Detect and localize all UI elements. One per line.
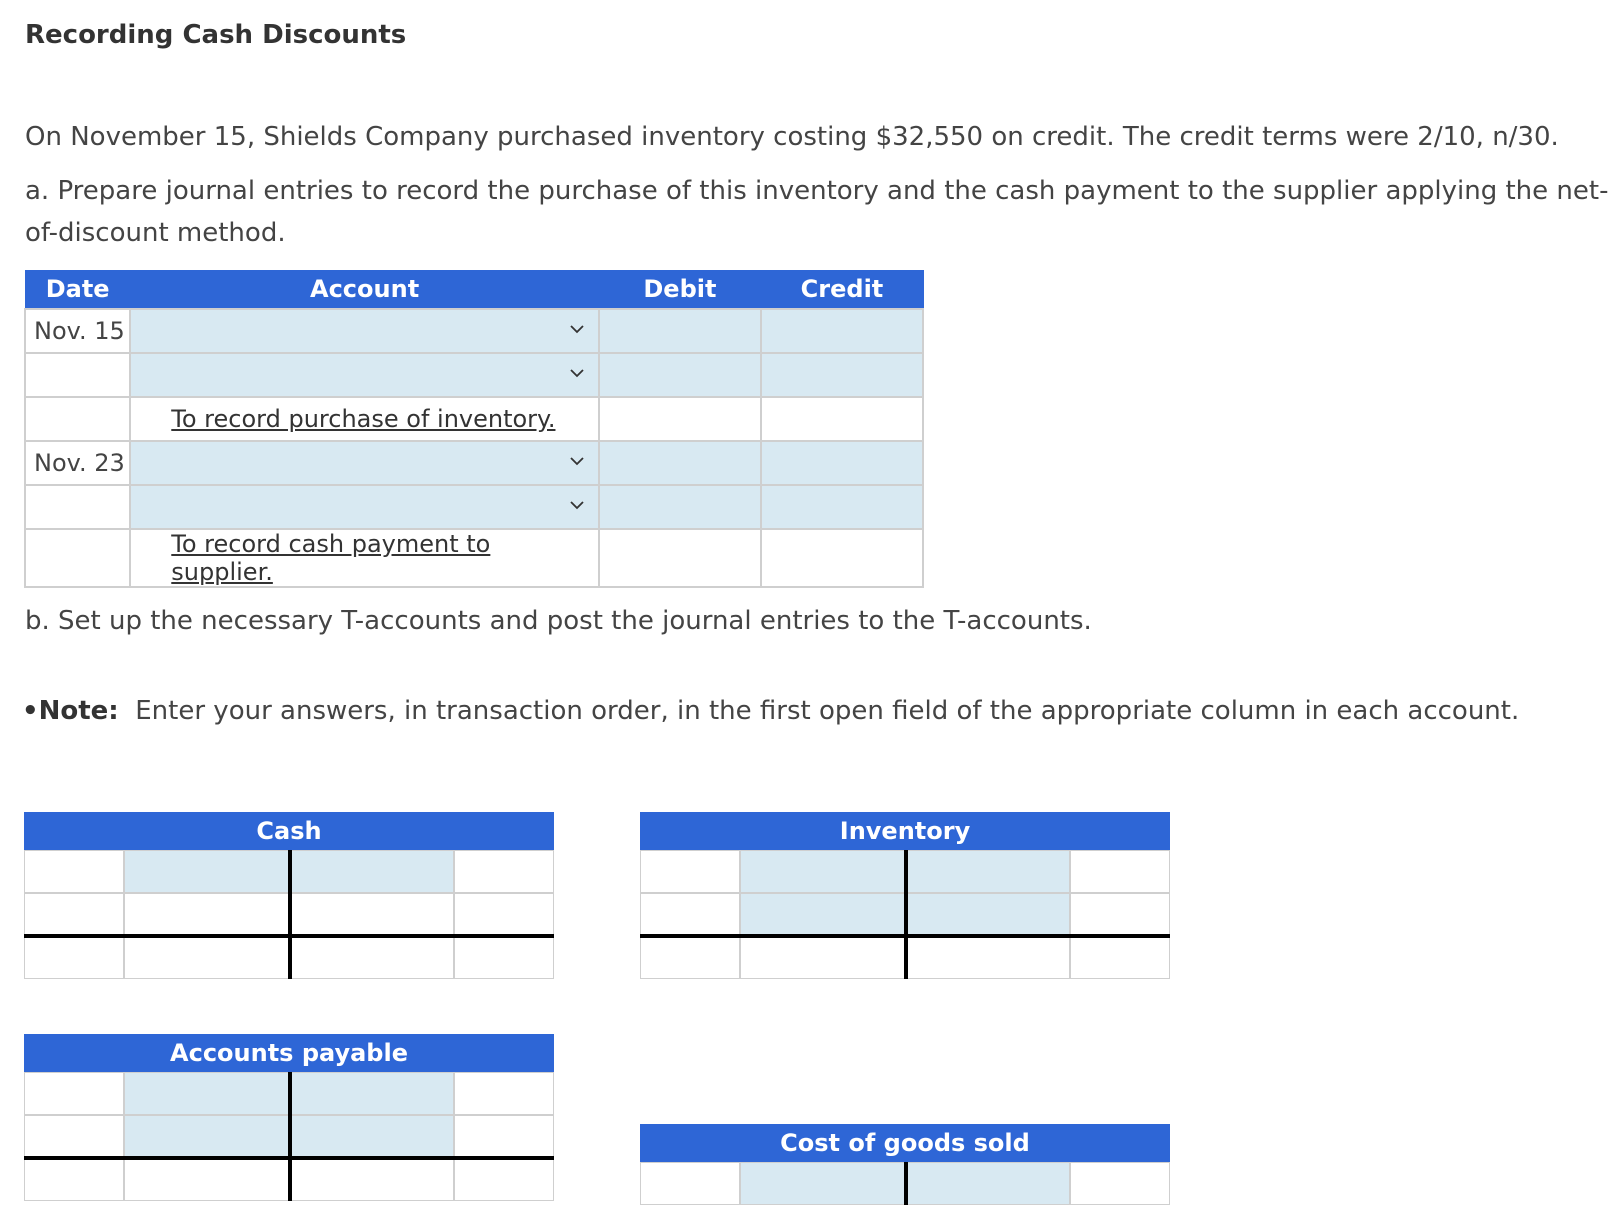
memo-purchase-text[interactable]: To record purchase of inventory. xyxy=(171,404,556,433)
debit-input[interactable] xyxy=(124,850,289,893)
debit-balance-cell xyxy=(124,1158,289,1201)
debit-cell xyxy=(599,397,761,441)
credit-cell xyxy=(289,893,454,936)
date-cell: Nov. 23 xyxy=(25,441,130,485)
debit-input[interactable] xyxy=(740,850,905,893)
credit-balance-cell xyxy=(289,1158,454,1201)
journal-row xyxy=(25,441,923,485)
memo-payment[interactable] xyxy=(130,529,599,587)
credit-input[interactable] xyxy=(761,485,923,529)
t-account-divider xyxy=(288,850,292,979)
chevron-down-icon xyxy=(570,322,584,336)
debit-date-cell xyxy=(640,850,740,893)
balance-label-cell xyxy=(454,936,554,979)
credit-input[interactable] xyxy=(289,1115,454,1158)
chevron-down-icon xyxy=(570,366,584,380)
credit-input[interactable] xyxy=(761,353,923,397)
credit-input[interactable] xyxy=(905,850,1070,893)
credit-date-cell xyxy=(454,1072,554,1115)
debit-input[interactable] xyxy=(599,485,761,529)
debit-balance-cell xyxy=(740,936,905,979)
chevron-down-icon xyxy=(570,454,584,468)
date-header: Date xyxy=(25,271,130,309)
debit-input[interactable] xyxy=(124,1072,289,1115)
credit-balance-cell xyxy=(289,936,454,979)
journal-row xyxy=(25,485,923,529)
account-dropdown[interactable] xyxy=(130,309,599,353)
debit-header: Debit xyxy=(599,271,761,309)
debit-input[interactable] xyxy=(599,309,761,353)
balance-label-cell xyxy=(1070,936,1170,979)
t-account-inventory xyxy=(640,812,1170,979)
debit-input[interactable] xyxy=(740,1162,905,1205)
chevron-down-icon xyxy=(570,498,584,512)
balance-label-cell xyxy=(24,1158,124,1201)
debit-cell xyxy=(599,529,761,587)
date-cell xyxy=(25,353,130,397)
account-dropdown[interactable] xyxy=(130,441,599,485)
credit-date-cell xyxy=(454,893,554,936)
credit-input[interactable] xyxy=(761,309,923,353)
debit-date-cell xyxy=(24,1072,124,1115)
journal-memo-row xyxy=(25,529,923,587)
debit-date-cell xyxy=(24,1115,124,1158)
note-text: Enter your answers, in transaction order, in the first open field of the appropriate column in each account. xyxy=(135,696,1520,726)
t-account-grid xyxy=(24,1072,554,1201)
debit-balance-cell xyxy=(124,936,289,979)
credit-input[interactable] xyxy=(905,1162,1070,1205)
credit-balance-cell xyxy=(905,936,1070,979)
debit-cell xyxy=(124,893,289,936)
credit-date-cell xyxy=(1070,893,1170,936)
credit-date-cell xyxy=(454,1115,554,1158)
t-account-divider xyxy=(904,1162,908,1205)
date-cell xyxy=(25,485,130,529)
memo-purchase[interactable] xyxy=(130,397,599,441)
debit-input[interactable] xyxy=(124,1115,289,1158)
credit-input[interactable] xyxy=(761,441,923,485)
debit-date-cell xyxy=(640,893,740,936)
account-header: Account xyxy=(130,271,599,309)
credit-date-cell xyxy=(1070,850,1170,893)
t-account-total-line xyxy=(640,934,1170,938)
t-account-grid xyxy=(640,1162,1170,1205)
credit-input[interactable] xyxy=(289,1072,454,1115)
t-account-title: Cost of goods sold xyxy=(640,1124,1170,1162)
t-account-title: Accounts payable xyxy=(24,1034,554,1072)
credit-date-cell xyxy=(454,850,554,893)
credit-input[interactable] xyxy=(905,893,1070,936)
note-bullet: • xyxy=(22,696,39,726)
note xyxy=(22,696,1519,726)
balance-label-cell xyxy=(454,1158,554,1201)
credit-date-cell xyxy=(1070,1162,1170,1205)
journal-memo-row xyxy=(25,397,923,441)
debit-input[interactable] xyxy=(599,441,761,485)
t-account-title: Cash xyxy=(24,812,554,850)
credit-input[interactable] xyxy=(289,850,454,893)
date-cell: Nov. 15 xyxy=(25,309,130,353)
journal-table xyxy=(24,270,924,588)
problem-intro: On November 15, Shields Company purchased inventory costing $32,550 on credit. The credit terms were 2/10, n/30. xyxy=(25,122,1559,152)
t-account-divider xyxy=(904,850,908,979)
debit-date-cell xyxy=(640,1162,740,1205)
part-a-instructions: a. Prepare journal entries to record the purchase of this inventory and the cash payment to the supplier applying the net-of-discount method. xyxy=(25,176,1609,248)
date-cell xyxy=(25,529,130,587)
t-account-cash xyxy=(24,812,554,979)
t-account-total-line xyxy=(24,1156,554,1160)
t-account-grid xyxy=(640,850,1170,979)
debit-date-cell xyxy=(24,850,124,893)
credit-header: Credit xyxy=(761,271,923,309)
note-label: Note: xyxy=(38,696,119,726)
t-account-cost-of-goods-sold xyxy=(640,1124,1170,1205)
page-title: Recording Cash Discounts xyxy=(25,20,407,50)
memo-payment-text[interactable]: To record cash payment to supplier. xyxy=(171,529,491,586)
journal-header-row xyxy=(25,271,923,309)
balance-label-cell xyxy=(24,936,124,979)
account-dropdown[interactable] xyxy=(130,353,599,397)
t-account-grid xyxy=(24,850,554,979)
t-account-total-line xyxy=(24,934,554,938)
account-dropdown[interactable] xyxy=(130,485,599,529)
t-account-divider xyxy=(288,1072,292,1201)
credit-cell xyxy=(761,529,923,587)
t-account-accounts-payable xyxy=(24,1034,554,1201)
journal-row xyxy=(25,309,923,353)
part-b-instructions: b. Set up the necessary T-accounts and post the journal entries to the T-accounts. xyxy=(25,606,1092,636)
credit-cell xyxy=(761,397,923,441)
debit-input[interactable] xyxy=(740,893,905,936)
debit-input[interactable] xyxy=(599,353,761,397)
journal-row xyxy=(25,353,923,397)
debit-date-cell xyxy=(24,893,124,936)
date-cell xyxy=(25,397,130,441)
t-account-title: Inventory xyxy=(640,812,1170,850)
balance-label-cell xyxy=(640,936,740,979)
